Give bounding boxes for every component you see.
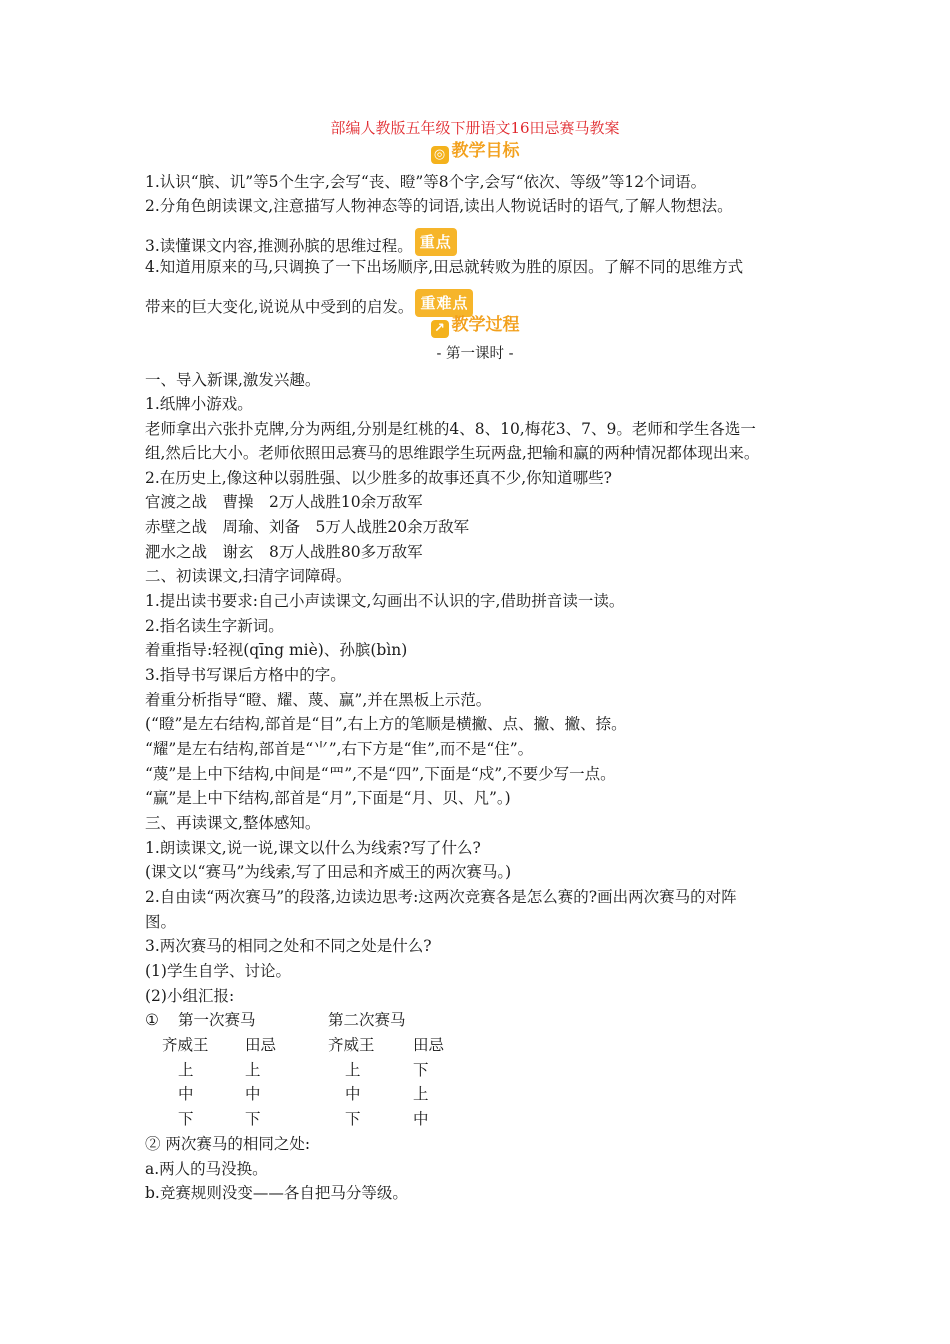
process-icon: ↗ [431,320,449,338]
body-line: 组,然后比大小。老师依照田忌赛马的思维跟学生玩两盘,把输和赢的两种情况都体现出来。 [145,444,760,462]
body-line: (1)学生自学、讨论。 [145,962,291,980]
body-line: (课文以“赛马”为线索,写了田忌和齐威王的两次赛马。) [145,863,512,881]
table-cell: 上 [345,1061,361,1079]
section-heading-process [0,314,950,338]
body-line: (2)小组汇报: [145,987,235,1005]
table-marker: ① [145,1011,159,1029]
target-icon: ◎ [431,146,449,164]
body-line: 图。 [145,913,177,931]
body-line: 老师拿出六张扑克牌,分为两组,分别是红桃的4、8、10,梅花3、7、9。老师和学生各选一 [145,420,756,438]
body-line: 二、初读课文,扫清字词障碍。 [145,567,352,585]
body-line: 1.朗读课文,说一说,课文以什么为线索?写了什么? [145,839,481,857]
section-heading-process-label: 教学过程 [451,315,520,335]
goal-item-4-text: 带来的巨大变化,说说从中受到的启发。 [145,298,414,316]
table-cell: 上 [245,1061,261,1079]
body-line: 2.指名读生字新词。 [145,617,284,635]
table-cell: 上 [178,1061,194,1079]
first-race-label: 第一次赛马 [178,1011,256,1029]
section-heading-goals-label: 教学目标 [451,141,520,161]
key-difficult-point-badge: 重难点 [415,289,473,317]
table-header: 田忌 [413,1036,445,1054]
goal-item-3 [145,228,825,258]
table-header: 田忌 [245,1036,277,1054]
table-cell: 上 [413,1085,429,1103]
body-line: 着重指导:轻视(qīng miè)、孙膑(bìn) [145,641,408,659]
body-line: 3.指导书写课后方格中的字。 [145,666,346,684]
lesson-label: - 第一课时 - [436,346,514,362]
body-line: a.两人的马没换。 [145,1160,268,1178]
body-line: 3.两次赛马的相同之处和不同之处是什么? [145,937,432,955]
body-line: “蔑”是上中下结构,中间是“罒”,不是“四”,下面是“戍”,不要少写一点。 [145,765,616,783]
section-heading-goals [0,140,950,164]
body-line: (“瞪”是左右结构,部首是“目”,右上方的笔顺是横撇、点、撇、撇、捺。 [145,715,627,733]
table-cell: 下 [245,1110,261,1128]
goal-item-1: 1.认识“膑、讥”等5个生字,会写“丧、瞪”等8个字,会写“依次、等级”等12个词语。 [145,173,707,191]
body-line: “耀”是左右结构,部首是“⺌”,右下方是“隹”,而不是“住”。 [145,740,534,758]
second-race-label: 第二次赛马 [328,1011,406,1029]
key-point-badge: 重点 [415,228,457,256]
body-line: 三、再读课文,整体感知。 [145,814,321,832]
table-header: 齐威王 [162,1036,209,1054]
body-line: 2.自由读“两次赛马”的段落,边读边思考:这两次竞赛各是怎么赛的?画出两次赛马的对阵 [145,888,737,906]
table-cell: 下 [345,1110,361,1128]
body-line: 2.在历史上,像这种以弱胜强、以少胜多的故事还真不少,你知道哪些? [145,469,612,487]
table-cell: 下 [178,1110,194,1128]
table-cell: 中 [245,1085,261,1103]
body-line: 官渡之战 曹操 2万人战胜10余万敌军 [145,493,423,511]
goal-item-2: 2.分角色朗读课文,注意描写人物神态等的词语,读出人物说话时的语气,了解人物想法。 [145,197,733,215]
body-line: 1.纸牌小游戏。 [145,395,253,413]
body-line: ② 两次赛马的相同之处: [145,1135,311,1153]
body-line: b.竞赛规则没变——各自把马分等级。 [145,1184,408,1202]
table-header: 齐威王 [328,1036,375,1054]
document-title: 部编人教版五年级下册语文16田忌赛马教案 [330,119,620,137]
table-cell: 下 [413,1061,429,1079]
goal-item-3-text: 3.读懂课文内容,推测孙膑的思维过程。 [145,237,413,255]
body-line: 着重分析指导“瞪、耀、蔑、赢”,并在黑板上示范。 [145,691,492,709]
body-line: 1.提出读书要求:自己小声读课文,勾画出不认识的字,借助拼音读一读。 [145,592,625,610]
table-cell: 中 [413,1110,429,1128]
goal-item-4: 4.知道用原来的马,只调换了一下出场顺序,田忌就转败为胜的原因。了解不同的思维方式 [145,258,744,276]
table-cell: 中 [345,1085,361,1103]
body-line: 一、导入新课,激发兴趣。 [145,371,321,389]
body-line: 淝水之战 谢玄 8万人战胜80多万敌军 [145,543,423,561]
body-line: 赤壁之战 周瑜、刘备 5万人战胜20余万敌军 [145,518,470,536]
body-line: “赢”是上中下结构,部首是“月”,下面是“月、贝、凡”。) [145,789,511,807]
table-cell: 中 [178,1085,194,1103]
